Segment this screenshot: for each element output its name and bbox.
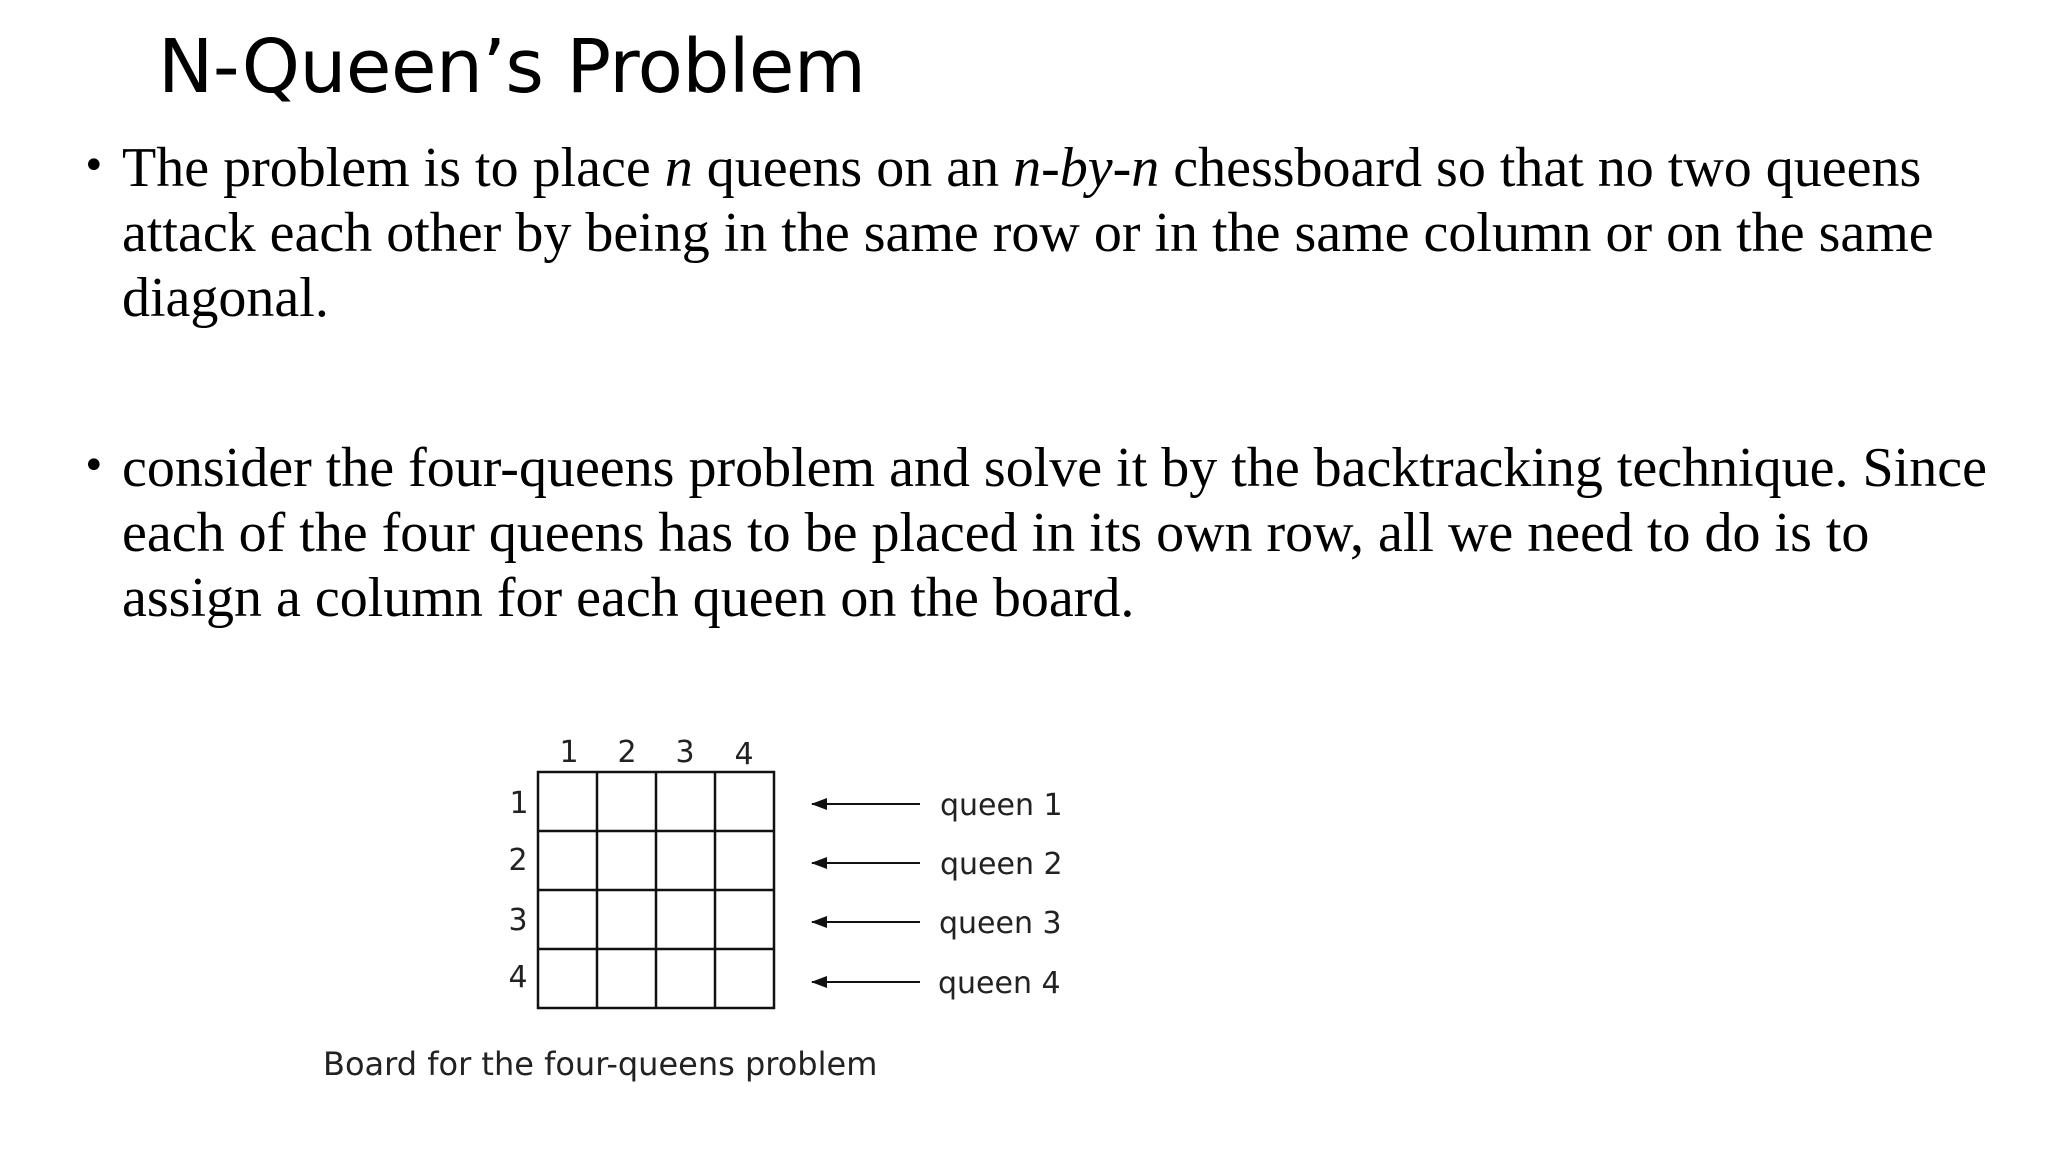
bullet-dot-icon: • bbox=[82, 143, 106, 189]
bullet-list bbox=[78, 136, 2018, 631]
queen-arrows bbox=[812, 804, 920, 982]
row-label: 4 bbox=[508, 960, 528, 995]
queen-label: queen 1 bbox=[940, 788, 1063, 823]
bullet-dot-icon: • bbox=[82, 443, 106, 489]
row-label: 2 bbox=[508, 843, 528, 878]
column-label: 2 bbox=[617, 735, 637, 770]
queen-label: queen 3 bbox=[939, 906, 1062, 941]
bullet-text-part: The problem is to place bbox=[122, 137, 665, 199]
bullet-problem-statement bbox=[78, 136, 2018, 331]
bullet-text: consider the four-queens problem and solve it by the backtracking technique. Since each of the four queens has to be placed in its own row, all we need to do is to assign a column for each queen on the board. bbox=[122, 437, 1987, 629]
bullet-text-italic-n: n bbox=[664, 137, 693, 199]
slide-title: N-Queen’s Problem bbox=[158, 24, 866, 110]
bullet-text-part: chessboard so that no two queens attack each other by being in the same row or in the same column or on the same diagonal. bbox=[122, 137, 1934, 329]
four-queens-board-figure bbox=[300, 720, 1100, 1100]
chessboard-grid bbox=[538, 772, 774, 1008]
queen-label: queen 2 bbox=[940, 847, 1063, 882]
row-label: 1 bbox=[509, 786, 529, 821]
queen-label: queen 4 bbox=[938, 966, 1061, 1001]
column-label: 1 bbox=[559, 735, 579, 770]
column-label: 4 bbox=[734, 737, 754, 772]
column-label: 3 bbox=[675, 735, 695, 770]
bullet-text-part: queens on an bbox=[692, 137, 1014, 199]
bullet-text-italic-n-by-n: n-by-n bbox=[1013, 137, 1160, 199]
row-label: 3 bbox=[508, 903, 528, 938]
figure-caption: Board for the four-queens problem bbox=[323, 1045, 878, 1083]
bullet-four-queens bbox=[78, 436, 2018, 631]
